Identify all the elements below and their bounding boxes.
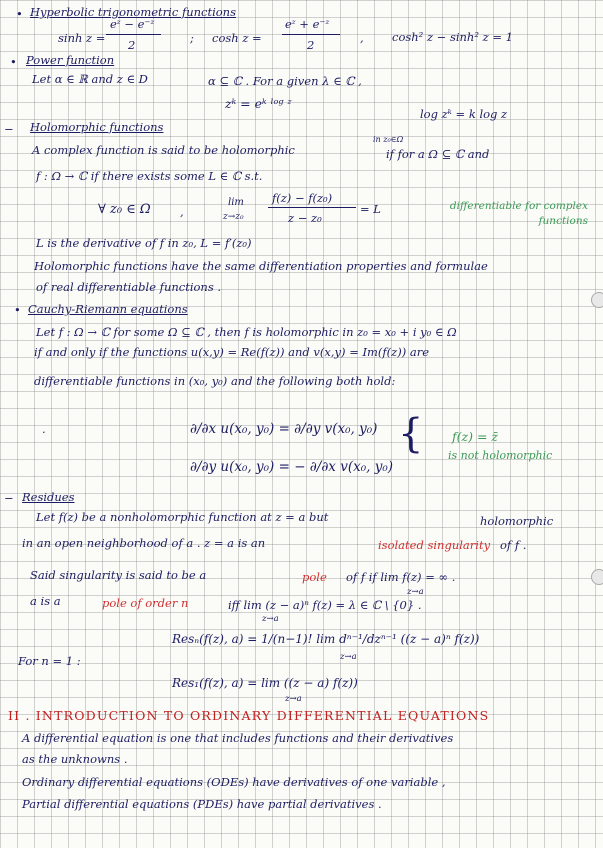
cosh-numerator: eᶻ + e⁻ᶻ xyxy=(285,17,330,31)
sinh-fraction-bar xyxy=(106,34,161,35)
separator: , xyxy=(360,31,364,45)
binder-hole-top xyxy=(591,292,603,308)
holomorphic-line-4: Holomorphic functions have the same differentiation properties and formulae xyxy=(34,259,488,273)
log-note: log zᵏ = k log z xyxy=(420,107,508,121)
separator: ; xyxy=(190,31,194,45)
pole-term: pole xyxy=(302,570,327,584)
odes-line-3: Ordinary differential equations (ODEs) have derivatives of one variable , xyxy=(22,775,446,789)
sinh-lhs: sinh z = xyxy=(58,31,106,45)
cauchy-equation-1: ∂/∂x u(x₀, y₀) = ∂/∂y v(x₀, y₀) xyxy=(190,421,378,437)
section-title-holomorphic: Holomorphic functions xyxy=(30,120,164,134)
odes-line-2: as the unknowns . xyxy=(22,752,128,766)
dash: − xyxy=(4,122,14,136)
residues-line-4a: a is a xyxy=(30,594,61,608)
residues-line-2c: of f . xyxy=(500,538,527,552)
limit-subscript: z→z₀ xyxy=(223,212,244,222)
comma: , xyxy=(180,205,184,219)
binder-hole-bottom xyxy=(591,569,603,585)
equals-L: = L xyxy=(360,202,381,216)
section-title-hyperbolic: Hyperbolic trigonometric functions xyxy=(30,5,236,19)
derivative-denominator: z − z₀ xyxy=(288,211,322,225)
holomorphic-line-1-sup: in z₀∈Ω xyxy=(373,135,404,144)
isolated-singularity: isolated singularity xyxy=(378,538,491,552)
sinh-numerator: eᶻ − e⁻ᶻ xyxy=(110,17,155,31)
holomorphic-line-5: of real differentiable functions . xyxy=(36,280,222,294)
residue-n1-formula: Res₁(f(z), a) = lim ((z − a) f(z)) xyxy=(172,676,358,690)
cosh-fraction-bar xyxy=(282,34,340,35)
differentiable-note: differentiable for complex functions xyxy=(449,200,588,227)
example-not-holomorphic: is not holomorphic xyxy=(448,449,553,462)
holomorphic-line-1-end: if for a Ω ⊆ ℂ and xyxy=(386,147,490,161)
section-title-residues: Residues xyxy=(22,490,75,504)
holomorphic-line-3: L is the derivative of f in z₀, L = f′(z₀) xyxy=(36,236,252,250)
cauchy-line-2: if and only if the functions u(x,y) = Re(f(z)) and v(x,y) = Im(f(z)) are xyxy=(34,345,430,359)
power-formula: zᵏ = eᵏ ˡᵒᵍ ᶻ xyxy=(225,96,292,111)
bullet: • xyxy=(14,303,21,317)
residues-line-3a: Said singularity is said to be a xyxy=(30,568,207,582)
holomorphic-line-1: A complex function is said to be holomorphic xyxy=(32,143,295,157)
cauchy-line-1: Let f : Ω → ℂ for some Ω ⊆ ℂ , then f is holomorphic in z₀ = x₀ + i y₀ ∈ Ω xyxy=(36,325,457,339)
stray-dot: · xyxy=(42,425,46,439)
residues-line-1b: holomorphic xyxy=(480,514,554,528)
holomorphic-line-2: f : Ω → ℂ if there exists some L ∈ ℂ s.t. xyxy=(36,169,263,183)
section-heading-odes: II . INTRODUCTION TO ORDINARY DIFFERENTIAL EQUATIONS xyxy=(8,708,490,723)
for-n-equals-1: For n = 1 : xyxy=(18,654,81,668)
residues-line-2a: in an open neighborhood of a . z = a is an xyxy=(22,536,266,550)
residues-line-3c: of f if lim f(z) = ∞ . xyxy=(346,570,456,584)
residues-line-1a: Let f(z) be a nonholomorphic function at z = a but xyxy=(36,510,329,524)
derivative-numerator: f(z) − f(z₀) xyxy=(272,191,333,205)
derivative-fraction-bar xyxy=(268,207,356,208)
sinh-denominator: 2 xyxy=(128,38,136,52)
section-title-cauchy-riemann: Cauchy-Riemann equations xyxy=(28,302,188,316)
limit-label: lim xyxy=(228,197,244,208)
limit-subscript: z→a xyxy=(262,614,279,624)
residue-formula: Resₙ(f(z), a) = 1/(n−1)! lim dⁿ⁻¹/dzⁿ⁻¹ ((z − a)ⁿ f(z)) xyxy=(172,632,480,646)
residues-line-4c: iff lim (z − a)ⁿ f(z) = λ ∈ ℂ \ {0} . xyxy=(228,598,422,612)
limit-subscript: z→a xyxy=(407,587,424,597)
power-line-1b: α ⊆ ℂ . For a given λ ∈ ℂ , xyxy=(208,74,362,88)
limit-subscript: z→a xyxy=(340,652,357,662)
cauchy-equation-2: ∂/∂y u(x₀, y₀) = − ∂/∂x v(x₀, y₀) xyxy=(190,459,394,475)
limit-subscript: z→a xyxy=(285,694,302,704)
bullet: • xyxy=(16,7,23,21)
example-conjugate: f(z) = z̄ xyxy=(452,429,498,444)
hyperbolic-identity: cosh² z − sinh² z = 1 xyxy=(392,30,513,44)
power-line-1a: Let α ∈ ℝ and z ∈ D xyxy=(32,72,148,86)
cosh-denominator: 2 xyxy=(307,38,315,52)
odes-line-4: Partial differential equations (PDEs) have partial derivatives . xyxy=(22,797,382,811)
bullet: • xyxy=(10,55,17,69)
cauchy-line-3: differentiable functions in (x₀, y₀) and the following both hold: xyxy=(34,374,396,388)
section-title-power: Power function xyxy=(26,53,115,67)
cosh-lhs: cosh z = xyxy=(212,31,262,45)
dash: − xyxy=(4,491,14,505)
forall-statement: ∀ z₀ ∈ Ω xyxy=(98,202,151,217)
pole-of-order-n: pole of order n xyxy=(102,596,189,610)
equations-brace: { xyxy=(398,411,424,457)
odes-line-1: A differential equation is one that includes functions and their derivatives xyxy=(22,731,454,745)
